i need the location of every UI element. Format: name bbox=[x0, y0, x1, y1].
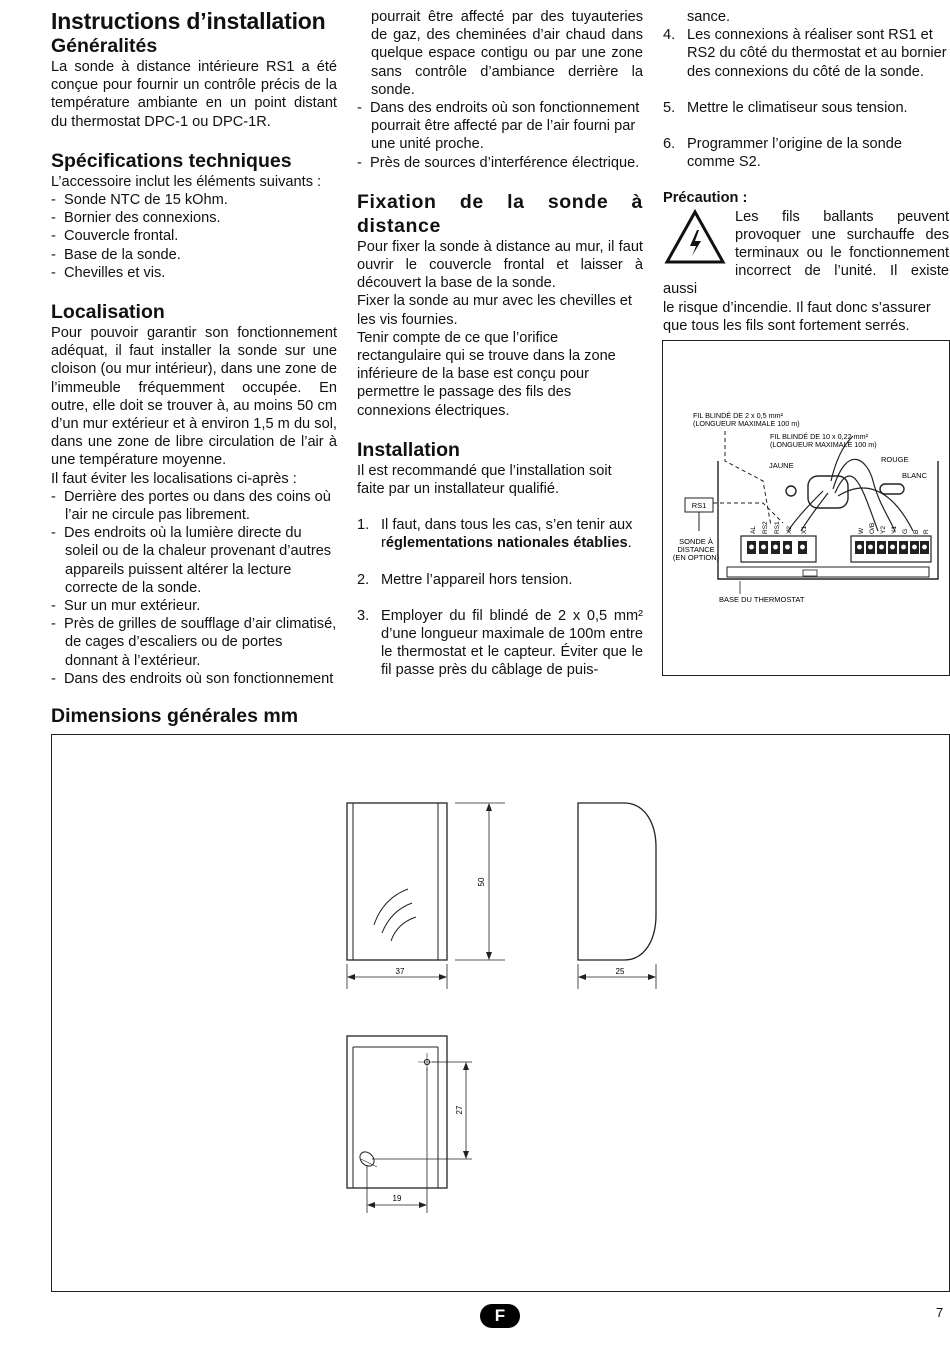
label-fil-2: FIL BLINDÉ DE 2 x 0,5 mm² bbox=[693, 411, 783, 420]
terminal-label: X1 bbox=[801, 526, 808, 534]
list-item: - Chevilles et vis. bbox=[51, 264, 166, 281]
step-2: 2. Mettre l’appareil hors tension. bbox=[357, 571, 573, 588]
paragraph-precaution-a: Les fils ballants peuvent provoquer une surchauffe des terminaux ou le fonctionnement incorrect de l’unité. Il existe aussi bbox=[663, 208, 949, 298]
paragraph-localisation: Pour pouvoir garantir son fonctionnement adéquat, il faut installer la sonde sur une cloison (ou mur intérieur), dans une zone de l’immeuble fréquemment occupée. En outre, elle doit se trouver à, au moins 50 cm d’un mur extérieur et à environ 1,5 m du sol, dans une zone de libre circulation de l’air à une température moyenne. bbox=[51, 325, 337, 469]
page-title: Instructions d’installation bbox=[51, 8, 326, 34]
heading-generalites: Généralités bbox=[51, 35, 158, 57]
paragraph-fixation-2: Fixer la sonde au mur avec les chevilles et les vis fournies. bbox=[357, 293, 632, 328]
label-sonde-1: SONDE À bbox=[679, 537, 713, 546]
terminal-label: RS1 bbox=[774, 521, 781, 534]
language-badge: F bbox=[480, 1304, 520, 1328]
precaution-block bbox=[663, 208, 949, 335]
eviter-list bbox=[51, 488, 337, 688]
label-blanc: BLANC bbox=[902, 471, 928, 480]
terminal-label: G bbox=[902, 528, 909, 534]
page-number: 7 bbox=[936, 1305, 944, 1320]
dim-37: 37 bbox=[395, 967, 405, 976]
terminal-label: Y1 bbox=[891, 526, 898, 534]
dimensions-drawing bbox=[51, 734, 950, 1292]
terminal-label: AL bbox=[750, 526, 757, 534]
paragraph-precaution-b: le risque d’incendie. Il faut donc s’assurer que tous les fils sont fortement serrés. bbox=[663, 299, 931, 334]
specs-list bbox=[51, 191, 337, 282]
label-fil-10: FIL BLINDÉ DE 10 x 0,22 mm² bbox=[770, 432, 868, 441]
label-sonde-3: (EN OPTION) bbox=[672, 553, 720, 562]
paragraph-installation: Il est recommandé que l’installation soit faite par un installateur qualifié. bbox=[357, 462, 612, 498]
dim-27: 27 bbox=[455, 1105, 464, 1115]
label-rouge: ROUGE bbox=[881, 455, 909, 464]
step-3: 3. Employer du fil blindé de 2 x 0,5 mm² d’une longueur maximale de 100m entre le thermostat et le capteur. Éviter que le fil passe près du câblage de puis- bbox=[357, 607, 643, 679]
terminal-label: RS2 bbox=[762, 521, 769, 534]
terminal-label: W bbox=[858, 527, 865, 534]
label-jaune: JAUNE bbox=[769, 461, 794, 470]
terminal-label: X2 bbox=[786, 526, 793, 534]
terminal-label: B bbox=[913, 529, 920, 534]
list-item: - Sur un mur extérieur. bbox=[51, 598, 201, 615]
list-item: - Base de la sonde. bbox=[51, 246, 181, 263]
continued-text: pourrait être affecté par des tuyauteries de gaz, des cheminées d’air chaud dans quelque espace contigu ou par une zone sans contrôle d’ambiance derrière la sonde. bbox=[371, 9, 643, 98]
list-item: - Près de grilles de soufflage d’air climatisé, de cages d’escaliers ou de portes donnant à l’extérieur. bbox=[51, 616, 337, 669]
wiring-diagram bbox=[662, 340, 950, 676]
heading-fixation: Fixation de la sonde à distance bbox=[357, 190, 643, 237]
list-item: - Dans des endroits où son fonctionnement pourrait être affecté par de l’air fourni par une unité proche. bbox=[357, 100, 640, 153]
step-1: 1. Il faut, dans tous les cas, s’en tenir aux réglementations nationales établies. bbox=[357, 517, 633, 552]
dim-50: 50 bbox=[477, 877, 486, 887]
terminal-label: R bbox=[923, 529, 930, 534]
list-item: - Couvercle frontal. bbox=[51, 228, 179, 245]
label-rs1: RS1 bbox=[691, 501, 707, 510]
continued-text: sance. bbox=[687, 9, 730, 25]
terminal-label: O/B bbox=[869, 522, 876, 534]
step-6: 6. Programmer l’origine de la sonde comme S2. bbox=[663, 136, 902, 171]
label-long-2: (LONGUEUR MAXIMALE 100 m) bbox=[693, 419, 800, 428]
specs-intro: L’accessoire inclut les éléments suivants : bbox=[51, 173, 322, 190]
heading-dimensions: Dimensions générales mm bbox=[51, 705, 299, 727]
step-4: 4. Les connexions à réaliser sont RS1 et RS2 du côté du thermostat et au bornier des connexions du côté de la sonde. bbox=[663, 27, 947, 80]
label-base-thermostat: BASE DU THERMOSTAT bbox=[719, 595, 805, 604]
list-item: - Bornier des connexions. bbox=[51, 210, 221, 227]
list-item: - Près de sources d’interférence électrique. bbox=[357, 154, 640, 171]
label-long-10: (LONGUEUR MAXIMALE 100 m) bbox=[770, 440, 877, 449]
list-item: - Derrière des portes ou dans des coins où l’air ne circule pas librement. bbox=[51, 488, 331, 524]
dim-19: 19 bbox=[392, 1194, 402, 1203]
column-3 bbox=[663, 8, 949, 335]
column-1 bbox=[51, 8, 337, 688]
warning-icon bbox=[663, 208, 729, 270]
label-sonde-2: DISTANCE bbox=[677, 545, 715, 554]
heading-localisation: Localisation bbox=[51, 301, 165, 324]
terminal-label: Y2 bbox=[880, 526, 887, 534]
dim-25: 25 bbox=[615, 967, 625, 976]
heading-installation: Installation bbox=[357, 438, 460, 461]
heading-specifications: Spécifications techniques bbox=[51, 149, 292, 172]
list-item: - Dans des endroits où son fonctionnement bbox=[51, 670, 334, 687]
list-item: - Sonde NTC de 15 kOhm. bbox=[51, 192, 228, 209]
list-item: - Des endroits où la lumière directe du soleil ou de la chaleur provenant d’autres appareils puissent altérer la lecture correcte de la sonde. bbox=[51, 525, 332, 596]
heading-precaution: Précaution : bbox=[663, 190, 748, 207]
step-5: 5. Mettre le climatiseur sous tension. bbox=[663, 99, 908, 116]
paragraph-fixation-3: Tenir compte de ce que l’orifice rectangulaire qui se trouve dans la zone inférieure de la base est conçu pour permettre le passage des fils des connexions électriques. bbox=[357, 329, 616, 419]
column-2 bbox=[357, 8, 643, 680]
paragraph-eviter: Il faut éviter les localisations ci-après : bbox=[51, 470, 297, 487]
paragraph-fixation-1: Pour fixer la sonde à distance au mur, il faut ouvrir le couvercle frontal et laisser à découvert la base de la sonde. bbox=[357, 238, 643, 292]
paragraph-generalites: La sonde à distance intérieure RS1 a été conçue pour fournir un contrôle précis de la température ambiante en un point distant du thermostat DPC-1 ou DPC-1R. bbox=[51, 59, 337, 130]
